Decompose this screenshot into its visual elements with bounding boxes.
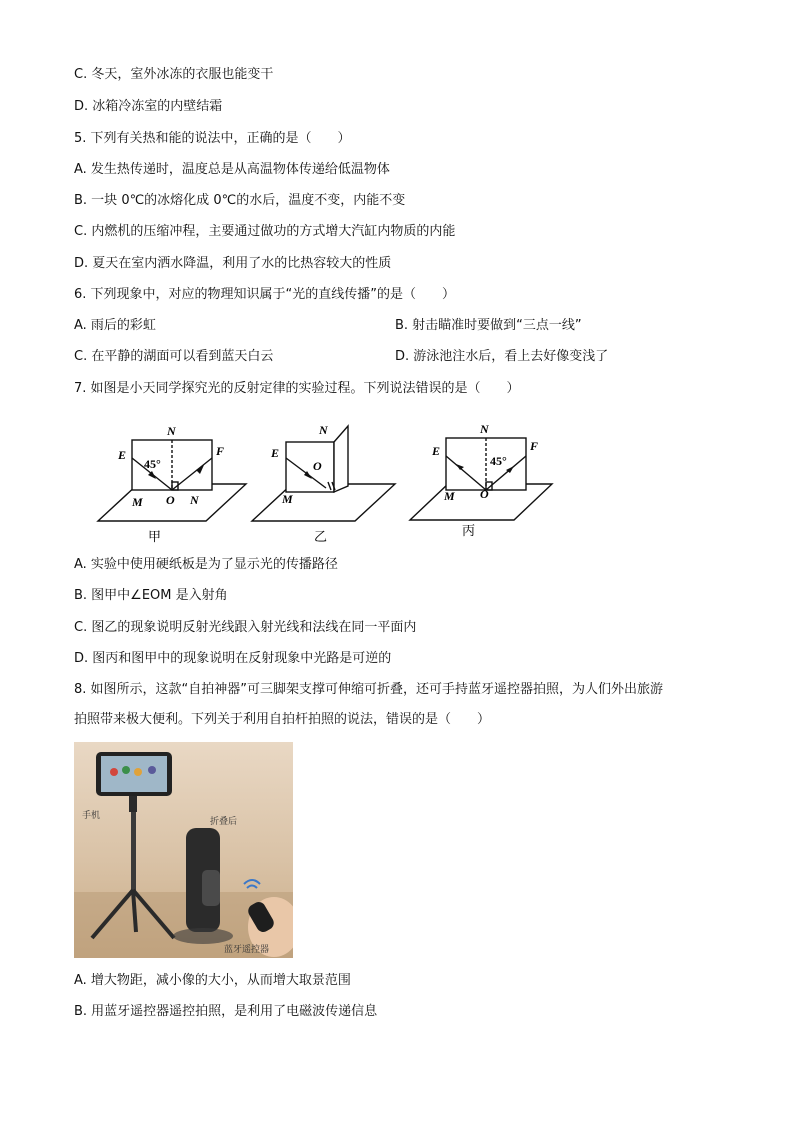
question-5-option-b: B. 一块 0℃的冰熔化成 0℃的水后，温度不变，内能不变 bbox=[74, 193, 406, 208]
wireless-signal-icon bbox=[244, 880, 260, 884]
jia-label-m: M bbox=[132, 495, 143, 509]
bing-caption: 丙 bbox=[462, 524, 476, 539]
remote-label: 蓝牙遥控器 bbox=[224, 945, 270, 955]
jia-label-n-top: N bbox=[167, 424, 176, 438]
question-8-line-1: 8. 如图所示，这款“自拍神器”可三脚架支撑可伸缩可折叠，还可手持蓝牙遥控器拍照，为人们外出旅游 bbox=[74, 682, 664, 697]
jia-label-n-bottom: N bbox=[190, 493, 199, 507]
bing-label-f: F bbox=[530, 439, 539, 453]
selfie-stick-illustration bbox=[74, 742, 293, 958]
question-6-option-d: D. 游泳池注水后，看上去好像变浅了 bbox=[395, 349, 609, 364]
yi-label-n: N bbox=[319, 423, 328, 437]
question-5: 5. 下列有关热和能的说法中，正确的是（ ） bbox=[74, 131, 351, 146]
bing-label-m: M bbox=[444, 489, 455, 503]
question-6: 6. 下列现象中，对应的物理知识属于“光的直线传播”的是（ ） bbox=[74, 287, 456, 302]
bing-label-n: N bbox=[480, 422, 489, 436]
question-8-option-a: A. 增大物距，减小像的大小，从而增大取景范围 bbox=[74, 973, 351, 988]
jia-label-angle: 45° bbox=[144, 457, 161, 471]
question-7-option-d: D. 图丙和图甲中的现象说明在反射现象中光路是可逆的 bbox=[74, 651, 392, 666]
question-5-option-a: A. 发生热传递时，温度总是从高温物体传递给低温物体 bbox=[74, 162, 390, 177]
reflection-diagrams bbox=[90, 418, 570, 548]
phone-label: 手机 bbox=[82, 811, 101, 821]
question-6-option-c: C. 在平静的湖面可以看到蓝天白云 bbox=[74, 349, 274, 364]
question-5-option-d: D. 夏天在室内洒水降温，利用了水的比热容较大的性质 bbox=[74, 256, 392, 271]
jia-label-e: E bbox=[118, 448, 127, 462]
yi-label-o: O bbox=[313, 459, 322, 473]
yi-cardboard-folded bbox=[334, 426, 348, 492]
option-d-fridge: D. 冰箱冷冻室的内壁结霜 bbox=[74, 99, 223, 114]
yi-caption: 乙 bbox=[314, 530, 328, 545]
question-7-option-c: C. 图乙的现象说明反射光线跟入射光线和法线在同一平面内 bbox=[74, 620, 417, 635]
question-7-option-a: A. 实验中使用硬纸板是为了显示光的传播路径 bbox=[74, 557, 338, 572]
question-6-option-b: B. 射击瞄准时要做到“三点一线” bbox=[395, 318, 582, 333]
bing-label-e: E bbox=[432, 444, 441, 458]
jia-caption: 甲 bbox=[148, 530, 162, 545]
folded-label: 折叠后 bbox=[210, 817, 238, 827]
question-8-line-2: 拍照带来极大便利。下列关于利用自拍杆拍照的说法，错误的是（ ） bbox=[74, 712, 491, 727]
question-8-option-b: B. 用蓝牙遥控器遥控拍照，是利用了电磁波传递信息 bbox=[74, 1004, 378, 1019]
bing-label-o: O bbox=[480, 487, 489, 501]
extendable-pole bbox=[131, 812, 136, 892]
yi-label-e: E bbox=[271, 446, 280, 460]
question-7: 7. 如图是小天同学探究光的反射定律的实验过程。下列说法错误的是（ ） bbox=[74, 381, 520, 396]
yi-label-m: M bbox=[282, 492, 293, 506]
jia-label-f: F bbox=[216, 444, 225, 458]
question-7-option-b: B. 图甲中∠EOM 是入射角 bbox=[74, 588, 228, 603]
yi-cardboard-left bbox=[286, 442, 334, 492]
bing-label-angle: 45° bbox=[490, 454, 507, 468]
option-c-winter: C. 冬天，室外冰冻的衣服也能变干 bbox=[74, 67, 274, 82]
selfie-stick-photo bbox=[74, 742, 293, 958]
question-6-option-a: A. 雨后的彩虹 bbox=[74, 318, 156, 333]
jia-label-o: O bbox=[166, 493, 175, 507]
question-5-option-c: C. 内燃机的压缩冲程，主要通过做功的方式增大汽缸内物质的内能 bbox=[74, 224, 456, 239]
